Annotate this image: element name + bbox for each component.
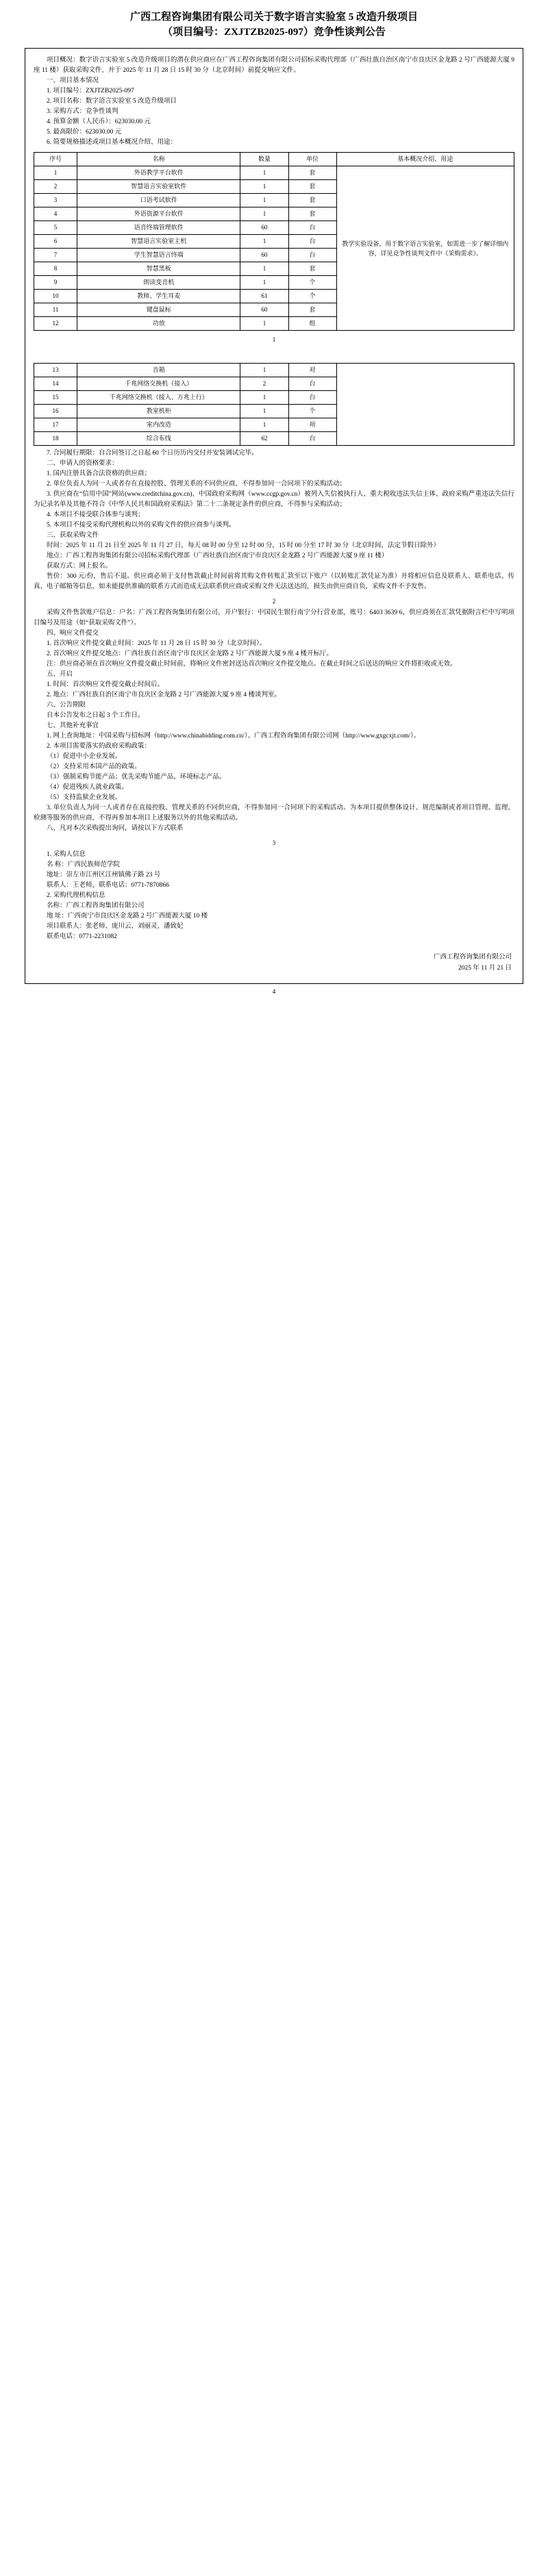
- cell-no: 12: [34, 317, 77, 331]
- contact-line: 联系电话：0771-2231082: [47, 933, 117, 940]
- cell-no: 18: [34, 432, 77, 446]
- cell-desc: 教学实验设备，用于数字语言实验室，如需进一步了解详细内容，详见竞争性谈判文件中《采购需求》。: [336, 166, 514, 331]
- cell-no: 5: [34, 221, 77, 235]
- cell-unit: 套: [288, 166, 336, 180]
- cell-no: 10: [34, 290, 77, 303]
- cell-no: 1: [34, 166, 77, 180]
- section-2-item: 1. 国内注册具备合法资格的供应商；: [47, 470, 151, 477]
- cell-unit: 个: [288, 405, 336, 418]
- section-5-heading: 五、开启: [47, 671, 73, 678]
- signature-organization: 广西工程咨询集团有限公司: [433, 954, 512, 961]
- section-2-item: 4. 本项目不接受联合体参与谈判；: [47, 512, 145, 518]
- header-no: 序号: [34, 153, 77, 166]
- section-4-item: 1. 首次响应文件提交截止时间：2025 年 11 月 28 日 15 时 30 分（北京时间）。: [47, 640, 266, 647]
- cell-no: 7: [34, 249, 77, 262]
- page-number: 2: [272, 598, 276, 605]
- section-7-heading: 七、其他补充事宜: [47, 722, 99, 729]
- cell-unit: 套: [288, 180, 336, 194]
- contact-line: 2. 采购代理机构信息: [47, 892, 105, 899]
- cell-desc: [336, 364, 514, 446]
- page-number: 4: [272, 988, 276, 995]
- cell-name: 口语考试软件: [77, 194, 240, 207]
- section-3-item: 采购文件售款账户信息：户名：广西工程咨询集团有限公司，开户银行：中国民生银行南宁分行营业部，账号：6403 3639 6，供应商须在汇款凭据附言栏中写明项目编号及用途（如“获取采购文件”）。: [34, 609, 514, 627]
- section-7-item: （5）支持监狱企业发展。: [47, 794, 122, 801]
- cell-name: 学生智慧语言终端: [77, 249, 240, 262]
- section-4-heading: 四、响应文件提交: [47, 630, 99, 637]
- section-1-tail: 7. 合同履行期限：自合同签订之日起 60 个日历历内交付并安装调试完毕。: [47, 450, 258, 457]
- section-5-item: 1. 时间：首次响应文件提交截止时间后。: [47, 681, 164, 688]
- cell-name: 朗读变音机: [77, 276, 240, 290]
- procurement-items-table-part1: [34, 152, 514, 331]
- cell-no: 8: [34, 262, 77, 276]
- cell-name: 千兆网络交换机（接入）: [77, 377, 240, 391]
- header-desc: 基本概况介绍、用途: [336, 153, 514, 166]
- section-4-item: 2. 首次响应文件提交地点：广西壮族自治区南宁市良庆区金龙路 2 号广西能源大厦 9 座 4 楼开标厅。: [47, 651, 334, 657]
- contact-line: 名称：广西工程咨询集团有限公司: [47, 902, 145, 909]
- procurement-items-table-part2: [34, 363, 514, 446]
- section-1-item: 1. 项目编号：ZXJTZB2025-097: [47, 88, 134, 94]
- cell-unit: 对: [288, 364, 336, 377]
- cell-qty: 1: [240, 180, 288, 194]
- header-unit: 单位: [288, 153, 336, 166]
- cell-qty: 1: [240, 364, 288, 377]
- section-8-heading: 八、凡对本次采购提出询问，请按以下方式联系: [47, 825, 184, 832]
- page-number: 1: [272, 336, 276, 343]
- cell-unit: 套: [288, 262, 336, 276]
- section-3-item: 地点：广西工程咨询集团有限公司招标采购代理部（广西壮族自治区南宁市良庆区金龙路 2 号广西能源大厦 9 座 11 楼）: [47, 553, 388, 559]
- cell-qty: 60: [240, 303, 288, 317]
- cell-qty: 1: [240, 391, 288, 405]
- table-header-row: [34, 153, 514, 166]
- cell-name: 千兆网络交换机（接入、万兆上行）: [77, 391, 240, 405]
- cell-qty: 1: [240, 207, 288, 221]
- cell-unit: 套: [288, 303, 336, 317]
- contact-line: 项目联系人：张老师、庞川云、刘丽灵、潘致妃: [47, 923, 184, 930]
- cell-name: 室内改造: [77, 418, 240, 432]
- cell-qty: 2: [240, 377, 288, 391]
- cell-qty: 60: [240, 221, 288, 235]
- cell-qty: 1: [240, 262, 288, 276]
- cell-unit: 套: [288, 207, 336, 221]
- table-row: [34, 166, 514, 180]
- cell-no: 9: [34, 276, 77, 290]
- cell-name: 外语资源平台软件: [77, 207, 240, 221]
- cell-no: 17: [34, 418, 77, 432]
- section-3-item: 售价：300 元/份，售后不退。供应商必须于支付售款截止时间前将其购文件转账汇款至以下账户（以转账汇款凭证为准）并将相应信息及联系人、联系电话、传真、电子邮箱等信息，如未能提供准确的联系方式而造成无法联系供应商或采购文件无法送达的，损失由供应商自负，采购文件不予发售。: [34, 573, 514, 590]
- section-2-item: 2. 单位负责人为同一人或者存在直接控股、管理关系的不同供应商，不得参加同一合同项下的采购活动；: [47, 481, 347, 488]
- section-6-item: 自本公告发布之日起 3 个工作日。: [47, 712, 145, 719]
- cell-no: 2: [34, 180, 77, 194]
- section-1-heading: 一、项目基本情况: [47, 77, 99, 84]
- cell-qty: 1: [240, 317, 288, 331]
- cell-qty: 1: [240, 235, 288, 249]
- intro-paragraph: 项目概况：数字语言实验室 5 改造升级项目的潜在供应商应在广西工程咨询集团有限公司招标采购代理部（广西壮族自治区南宁市良庆区金龙路 2 号广西能源大厦 9 座 11 楼）获取采购文件，并于 2025 年 11 月 28 日 15 时 30 分（北京时间）前提交响应文件。: [34, 57, 514, 74]
- cell-unit: 台: [288, 235, 336, 249]
- cell-no: 4: [34, 207, 77, 221]
- section-1-item: 4. 预算金额（人民币）：623030.00 元: [47, 118, 151, 125]
- cell-no: 3: [34, 194, 77, 207]
- cell-qty: 62: [240, 432, 288, 446]
- cell-name: 语音终端管理软件: [77, 221, 240, 235]
- section-4-item: 注：供应商必须在首次响应文件提交截止时间前，将响应文件密封送达首次响应文件提交地点。在截止时间之后送达的响应文件将拒收或无效。: [47, 661, 457, 668]
- cell-unit: 组: [288, 317, 336, 331]
- cell-no: 13: [34, 364, 77, 377]
- cell-name: 智慧语言实验室主机: [77, 235, 240, 249]
- section-1-item: 5. 最高限价：623030.00 元: [47, 129, 122, 136]
- section-7-item: 3. 单位负责人为同一人或者存在直接控股、管理关系的不同供应商，不得参加同一合同项下的采购活动。为本项目提供整体设计、规范编制或者项目管理、监理、检测等服务的供应商，不得再参加本项目上述服务以外的其他采购活动。: [34, 805, 514, 822]
- cell-no: 6: [34, 235, 77, 249]
- cell-name: 智慧语言实验室软件: [77, 180, 240, 194]
- cell-unit: 台: [288, 391, 336, 405]
- section-7-item: 2. 本项目需要落实的政府采购政策：: [47, 743, 151, 750]
- cell-name: 教室机柜: [77, 405, 240, 418]
- cell-name: 外语教学平台软件: [77, 166, 240, 180]
- contact-line: 1. 采购人信息: [47, 851, 86, 858]
- cell-qty: 1: [240, 194, 288, 207]
- section-1-item: 3. 采购方式：竞争性谈判: [47, 108, 119, 115]
- section-1-item: 2. 项目名称：数字语言实验室 5 改造升级项目: [47, 98, 177, 105]
- cell-unit: 个: [288, 276, 336, 290]
- section-2-item: 3. 供应商在“信用中国”网站(www.creditchina.gov.cn)、中国政府采购网（www.ccgp.gov.cn）被列入失信被执行人、重大税收违法失信主体、政府采购严重违法失信行为记录名单及其他不符合《中华人民共和国政府采购法》第二十二条规定条件的供应商，不得参与采购活动；: [34, 491, 514, 508]
- header-name: 名称: [77, 153, 240, 166]
- cell-qty: 60: [240, 249, 288, 262]
- cell-name: 功放: [77, 317, 240, 331]
- section-7-item: （4）促进残疾人就业政策。: [47, 784, 128, 791]
- section-3-heading: 三、获取采购文件: [47, 532, 99, 539]
- cell-qty: 1: [240, 276, 288, 290]
- cell-unit: 项: [288, 418, 336, 432]
- section-5-item: 2. 地点：广西壮族自治区南宁市良庆区金龙路 2 号广西能源大厦 9 座 4 楼谈判室。: [47, 692, 282, 698]
- cell-no: 14: [34, 377, 77, 391]
- section-1-item: 6. 简要规格描述或项目基本概况介绍、用途：: [47, 139, 177, 146]
- cell-no: 11: [34, 303, 77, 317]
- title-line-1: 广西工程咨询集团有限公司关于数字语言实验室 5 改造升级项目: [129, 12, 418, 23]
- contact-line: 地 址：广西南宁市良庆区金龙路 2 号广西能源大厦 10 楼: [47, 913, 208, 920]
- section-7-item: （2）支持采用本国产品的政策。: [47, 763, 141, 770]
- cell-qty: 61: [240, 290, 288, 303]
- section-2-heading: 二、申请人的资格要求：: [47, 460, 119, 467]
- cell-no: 16: [34, 405, 77, 418]
- section-3-item: 时间：2025 年 11 月 21 日至 2025 年 11 月 27 日，每天 08 时 00 分至 12 时 00 分，15 时 00 分至 17 时 30 分（北京时间，法定节假日除外）: [47, 542, 440, 549]
- contact-line: 名 称：广西民族师范学院: [47, 861, 120, 868]
- signature-block: [34, 952, 514, 974]
- contact-block: [34, 850, 514, 942]
- cell-name: 智慧黑板: [77, 262, 240, 276]
- document-page: [0, 0, 548, 1006]
- cell-name: 键盘鼠标: [77, 303, 240, 317]
- table-row: [34, 364, 514, 377]
- cell-name: 教师、学生耳麦: [77, 290, 240, 303]
- title-line-2: （项目编号：ZXJTZB2025-097）竞争性谈判公告: [162, 27, 386, 38]
- cell-qty: 1: [240, 418, 288, 432]
- section-7-item: （3）强制采购节能产品；优先采购节能产品、环境标志产品。: [47, 774, 226, 781]
- section-6-heading: 六、公告期限: [47, 702, 86, 709]
- header-qty: 数量: [240, 153, 288, 166]
- section-7-item: 1. 网上查询地址：中国采购与招标网（http://www.chinabidding.com.cn/）、广西工程咨询集团有限公司网（http://www.gxgcxjt.com/）。: [47, 733, 421, 740]
- cell-unit: 台: [288, 221, 336, 235]
- announcement-body: [25, 48, 523, 984]
- contact-line: 地址：崇左市江州区江州镇佛子路 23 号: [47, 872, 161, 879]
- cell-qty: 1: [240, 166, 288, 180]
- cell-unit: 套: [288, 194, 336, 207]
- page-number: 3: [272, 839, 276, 846]
- cell-name: 音箱: [77, 364, 240, 377]
- cell-unit: 台: [288, 249, 336, 262]
- cell-name: 综合布线: [77, 432, 240, 446]
- contact-line: 联系人：王老师，联系电话：0771-7870866: [47, 882, 169, 889]
- cell-unit: 个: [288, 290, 336, 303]
- signature-date: 2025 年 11 月 21 日: [458, 965, 512, 972]
- cell-qty: 1: [240, 405, 288, 418]
- section-2-item: 5. 本项目不接受采购代理机构以外的采购文件的供应商参与谈判。: [47, 522, 236, 529]
- cell-unit: 台: [288, 377, 336, 391]
- cell-unit: 台: [288, 432, 336, 446]
- cell-no: 15: [34, 391, 77, 405]
- page-title: [0, 0, 548, 41]
- section-7-item: （1）促进中小企业发展。: [47, 753, 122, 760]
- section-3-item: 获取方式：网上报名。: [47, 563, 112, 570]
